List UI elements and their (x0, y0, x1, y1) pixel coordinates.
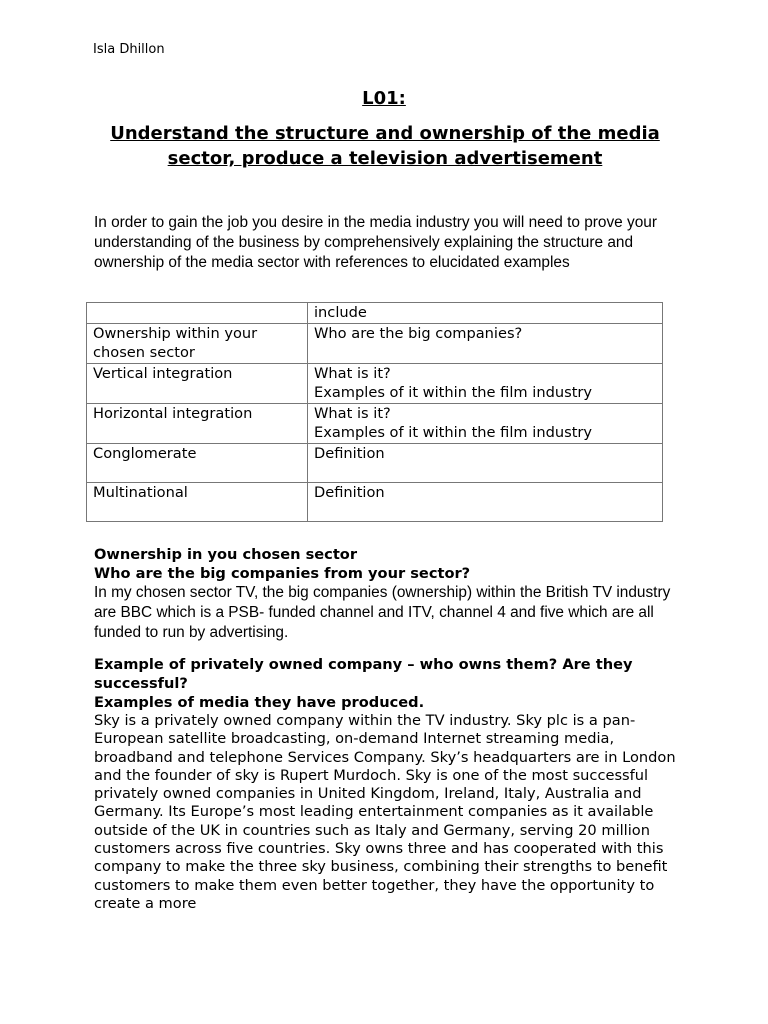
include-line: Examples of it within the film industry (314, 384, 593, 401)
table-row (87, 303, 663, 324)
table-row (87, 443, 663, 482)
include-line: Who are the big companies? (314, 324, 523, 342)
include-line: What is it? (314, 364, 391, 382)
include-line: Definition (314, 444, 385, 462)
private-company-section (94, 655, 694, 913)
table-header-cell: include (308, 303, 663, 324)
table-header-cell (87, 303, 308, 324)
include-line: Definition (314, 483, 385, 501)
section-heading: Ownership in you chosen sector (94, 546, 358, 563)
table-topic-cell: Ownership within your chosen sector (87, 323, 308, 363)
table-row (87, 403, 663, 443)
section-body: Sky is a privately owned company within the TV industry. Sky plc is a pan-European satellite broadcasting, on-demand Internet streaming media, broadband and telephone Services Company. Sky’s headquarters are in London and the founder of sky is Rupert Murdoch. Sky is one of the most successful privately owned companies in United Kingdom, Ireland, Italy, Australia and Germany. Its Europe’s most leading entertainment companies as it available outside of the UK in countries such as Italy and Germany, serving 20 million customers across five countries. Sky owns three and has cooperated with this company to make the three sky business, combining their strengths to benefit customers to make them even better together, they have the opportunity to create a more (94, 712, 676, 912)
section-subheading: Who are the big companies from your sector? (94, 565, 471, 582)
section-heading: Example of privately owned company – who owns them? Are they successful? (94, 656, 633, 692)
table-include-cell (308, 482, 663, 521)
document-title: Understand the structure and ownership of the media sector, produce a television advertisement (110, 123, 660, 169)
topics-table (86, 302, 663, 522)
table-include-cell (308, 443, 663, 482)
table-topic-cell: Conglomerate (87, 443, 308, 482)
table-topic-cell: Vertical integration (87, 363, 308, 403)
table-row (87, 482, 663, 521)
table-include-cell (308, 323, 663, 363)
lo-heading: L01: (362, 88, 406, 109)
section-subheading: Examples of media they have produced. (94, 694, 425, 711)
table-row (87, 363, 663, 403)
table-topic-cell: Multinational (87, 482, 308, 521)
table-include-cell (308, 403, 663, 443)
table-row (87, 323, 663, 363)
table-topic-cell: Horizontal integration (87, 403, 308, 443)
author-name: Isla Dhillon (93, 42, 165, 57)
table-include-cell (308, 363, 663, 403)
include-line: Examples of it within the film industry (314, 424, 593, 441)
section-body: In my chosen sector TV, the big companies (ownership) within the British TV industry are BBC which is a PSB- funded channel and ITV, channel 4 and five which are all funded to run by advertising. (94, 584, 671, 641)
ownership-section (94, 545, 694, 643)
intro-paragraph: In order to gain the job you desire in the media industry you will need to prove your understanding of the business by comprehensively explaining the structure and ownership of the media sector with references to elucidated examples (94, 214, 657, 271)
include-line: What is it? (314, 404, 391, 422)
